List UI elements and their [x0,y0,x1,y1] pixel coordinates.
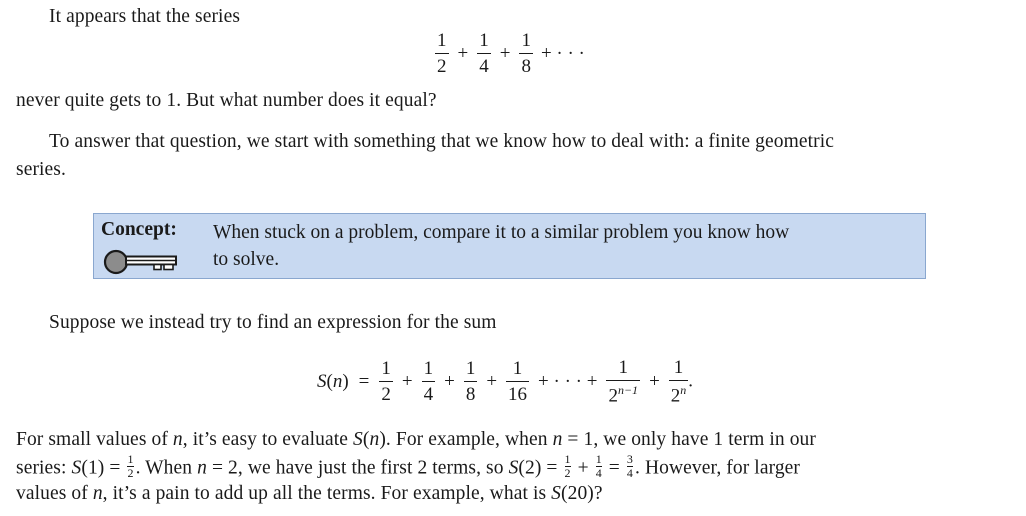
paragraph-line: Suppose we instead try to find an expression for the sum [49,312,497,333]
question-text: never quite gets to 1. But what number does it equal? [16,90,437,111]
paragraph-line: values of n, it’s a pain to add up all the terms. For example, what is S(20)? [16,483,603,504]
concept-label: Concept: [101,219,177,240]
fraction: $\frac{1}{4}$ [423,358,434,406]
intro-text: It appears that the series [49,6,241,27]
concept-text: When stuck on a problem, compare it to a similar problem you know how to solve. [213,222,790,270]
series-equation: $\frac{1}{2}$ + $\frac{1}{4}$ + $\frac{1}{8}$ + · · · [437,30,585,77]
paragraph-line: series: S(1) = $\frac{1}{2}$ . When n = 2, we have just the first 2 terms, so S(2) = $\frac{1}{2}$ + $\frac{1}{4}$ = $\frac{3}{4}$ . However, for larger [16,452,801,481]
fraction: $\frac{1}{2}$ [437,30,447,77]
fraction: $\frac{1}{2^{n-1}}$ [608,357,639,407]
fraction: $\frac{1}{2}$ [381,358,391,406]
paragraph-line: series. [16,159,66,180]
fraction: $\frac{1}{16}$ [508,358,528,406]
sum-equation: S(n) = $\frac{1}{2}$ + $\frac{1}{4}$ + $\frac{1}{8}$ + $\frac{1}{16}$ + · · · + $\frac{1}{2^{n-1}}$ + $\frac{1}{2^n}$ . [317,357,694,407]
fraction: $\frac{1}{4}$ [479,30,489,77]
fraction: $\frac{1}{8}$ [521,30,531,77]
fraction: $\frac{1}{2^n}$ [670,357,687,407]
paragraph-line: To answer that question, we start with something that we know how to deal with: a finite geometric [49,131,835,152]
concept-box [93,213,926,279]
fraction: $\frac{1}{8}$ [465,358,476,406]
key-icon [103,249,181,275]
paragraph-line: For small values of n, it’s easy to evaluate S(n). For example, when n = 1, we only have 1 term in our [16,429,816,450]
